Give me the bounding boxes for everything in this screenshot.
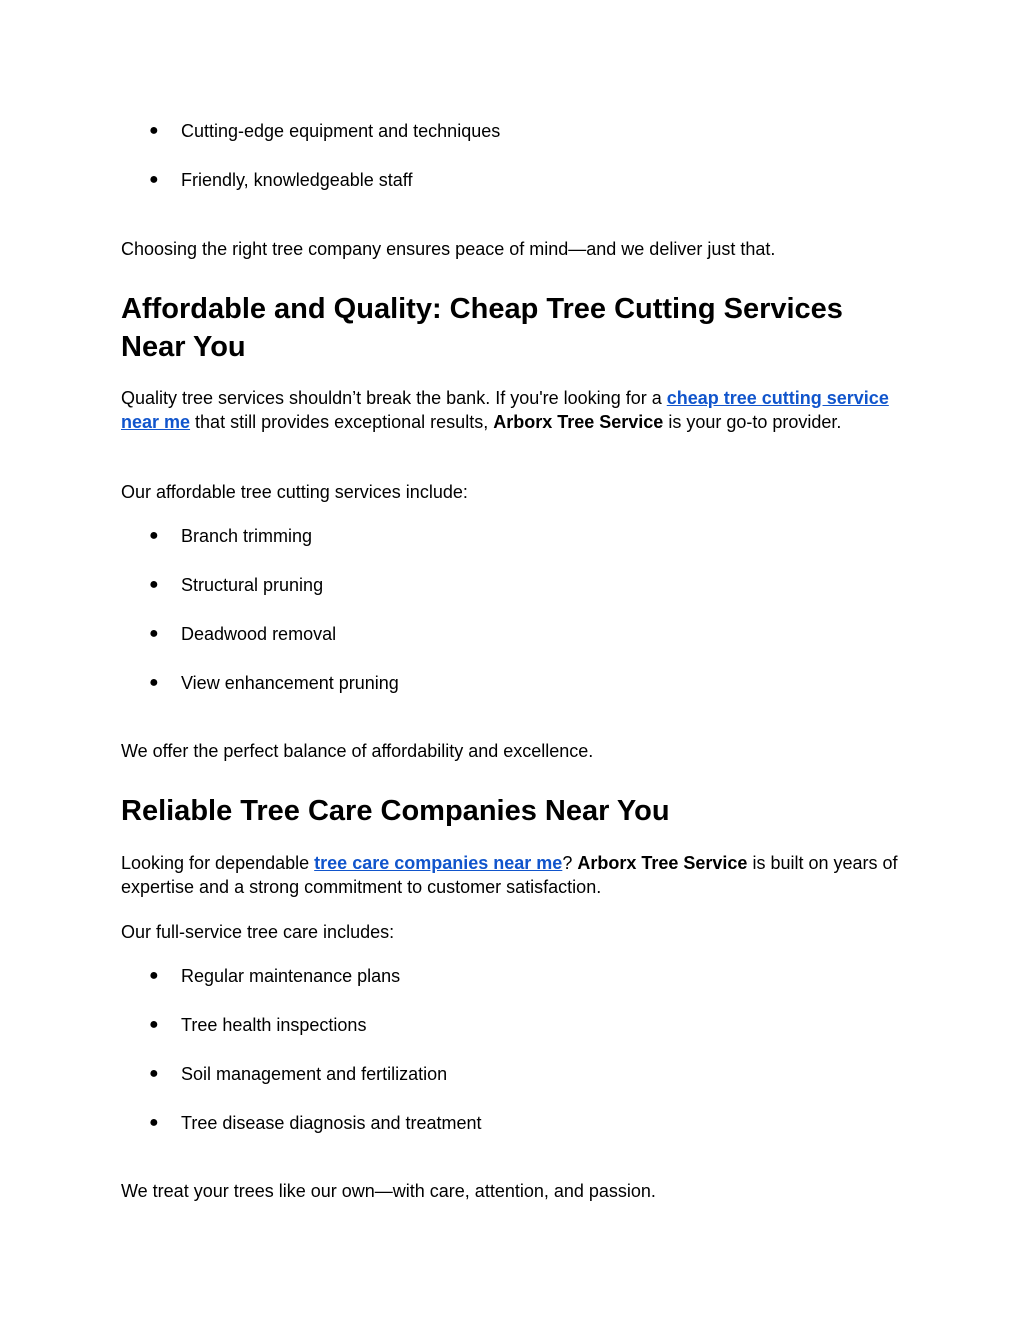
list-item: ● Tree health inspections — [149, 1015, 367, 1035]
tree-care-companies-link[interactable]: tree care companies near me — [314, 853, 563, 873]
tree-care-services-list — [121, 964, 482, 1135]
bullet-icon: ● — [149, 576, 159, 593]
brand-name: Arborx Tree Service — [493, 412, 664, 433]
closing-paragraph: We treat your trees like our own—with care, attention, and passion. — [121, 1181, 656, 1201]
bullet-icon: ● — [149, 527, 159, 544]
list-item: ● Soil management and fertilization — [149, 1064, 448, 1084]
list-item: ● View enhancement pruning — [149, 673, 399, 693]
list-item: ● Cutting-edge equipment and techniques — [149, 121, 501, 141]
looking-paragraph: Looking for dependable tree care companies near me? Arborx Tree Service is built on years of expertise and a strong commitment to customer satisfaction. — [121, 853, 898, 898]
list-item: ● Tree disease diagnosis and treatment — [149, 1113, 482, 1133]
reliable-heading: Reliable Tree Care Companies Near You — [121, 795, 670, 827]
list-item: ● Regular maintenance plans — [149, 966, 401, 986]
services-intro-paragraph: Our affordable tree cutting services include: — [121, 482, 468, 502]
bullet-icon: ● — [149, 674, 159, 691]
list-item: ● Structural pruning — [149, 575, 324, 595]
brand-name: Arborx Tree Service — [577, 853, 748, 873]
bullet-icon: ● — [149, 625, 159, 642]
full-service-intro-paragraph: Our full-service tree care includes: — [121, 922, 395, 942]
bullet-icon: ● — [149, 122, 159, 139]
list-item: ● Deadwood removal — [149, 624, 337, 644]
bullet-icon: ● — [149, 967, 159, 984]
balance-paragraph: We offer the perfect balance of affordability and excellence. — [121, 741, 594, 761]
choosing-paragraph: Choosing the right tree company ensures peace of mind—and we deliver just that. — [121, 239, 776, 259]
affordable-heading: Affordable and Quality: Cheap Tree Cutting Services Near You — [121, 293, 843, 363]
bullet-icon: ● — [149, 1114, 159, 1131]
bullet-icon: ● — [149, 1016, 159, 1033]
affordable-services-list — [121, 524, 399, 695]
cheap-tree-cutting-link[interactable]: cheap tree cutting service near me — [121, 388, 889, 433]
bullet-icon: ● — [149, 171, 159, 188]
list-item: ● Friendly, knowledgeable staff — [149, 170, 413, 190]
bullet-icon: ● — [149, 1065, 159, 1082]
intro-bullet-list — [121, 119, 500, 192]
quality-paragraph: Quality tree services shouldn’t break the bank. If you're looking for a cheap tree cutting service near me that still provides exceptional results, Arborx Tree Service is your go-to provider. — [121, 388, 889, 433]
list-item: ● Branch trimming — [149, 526, 313, 546]
